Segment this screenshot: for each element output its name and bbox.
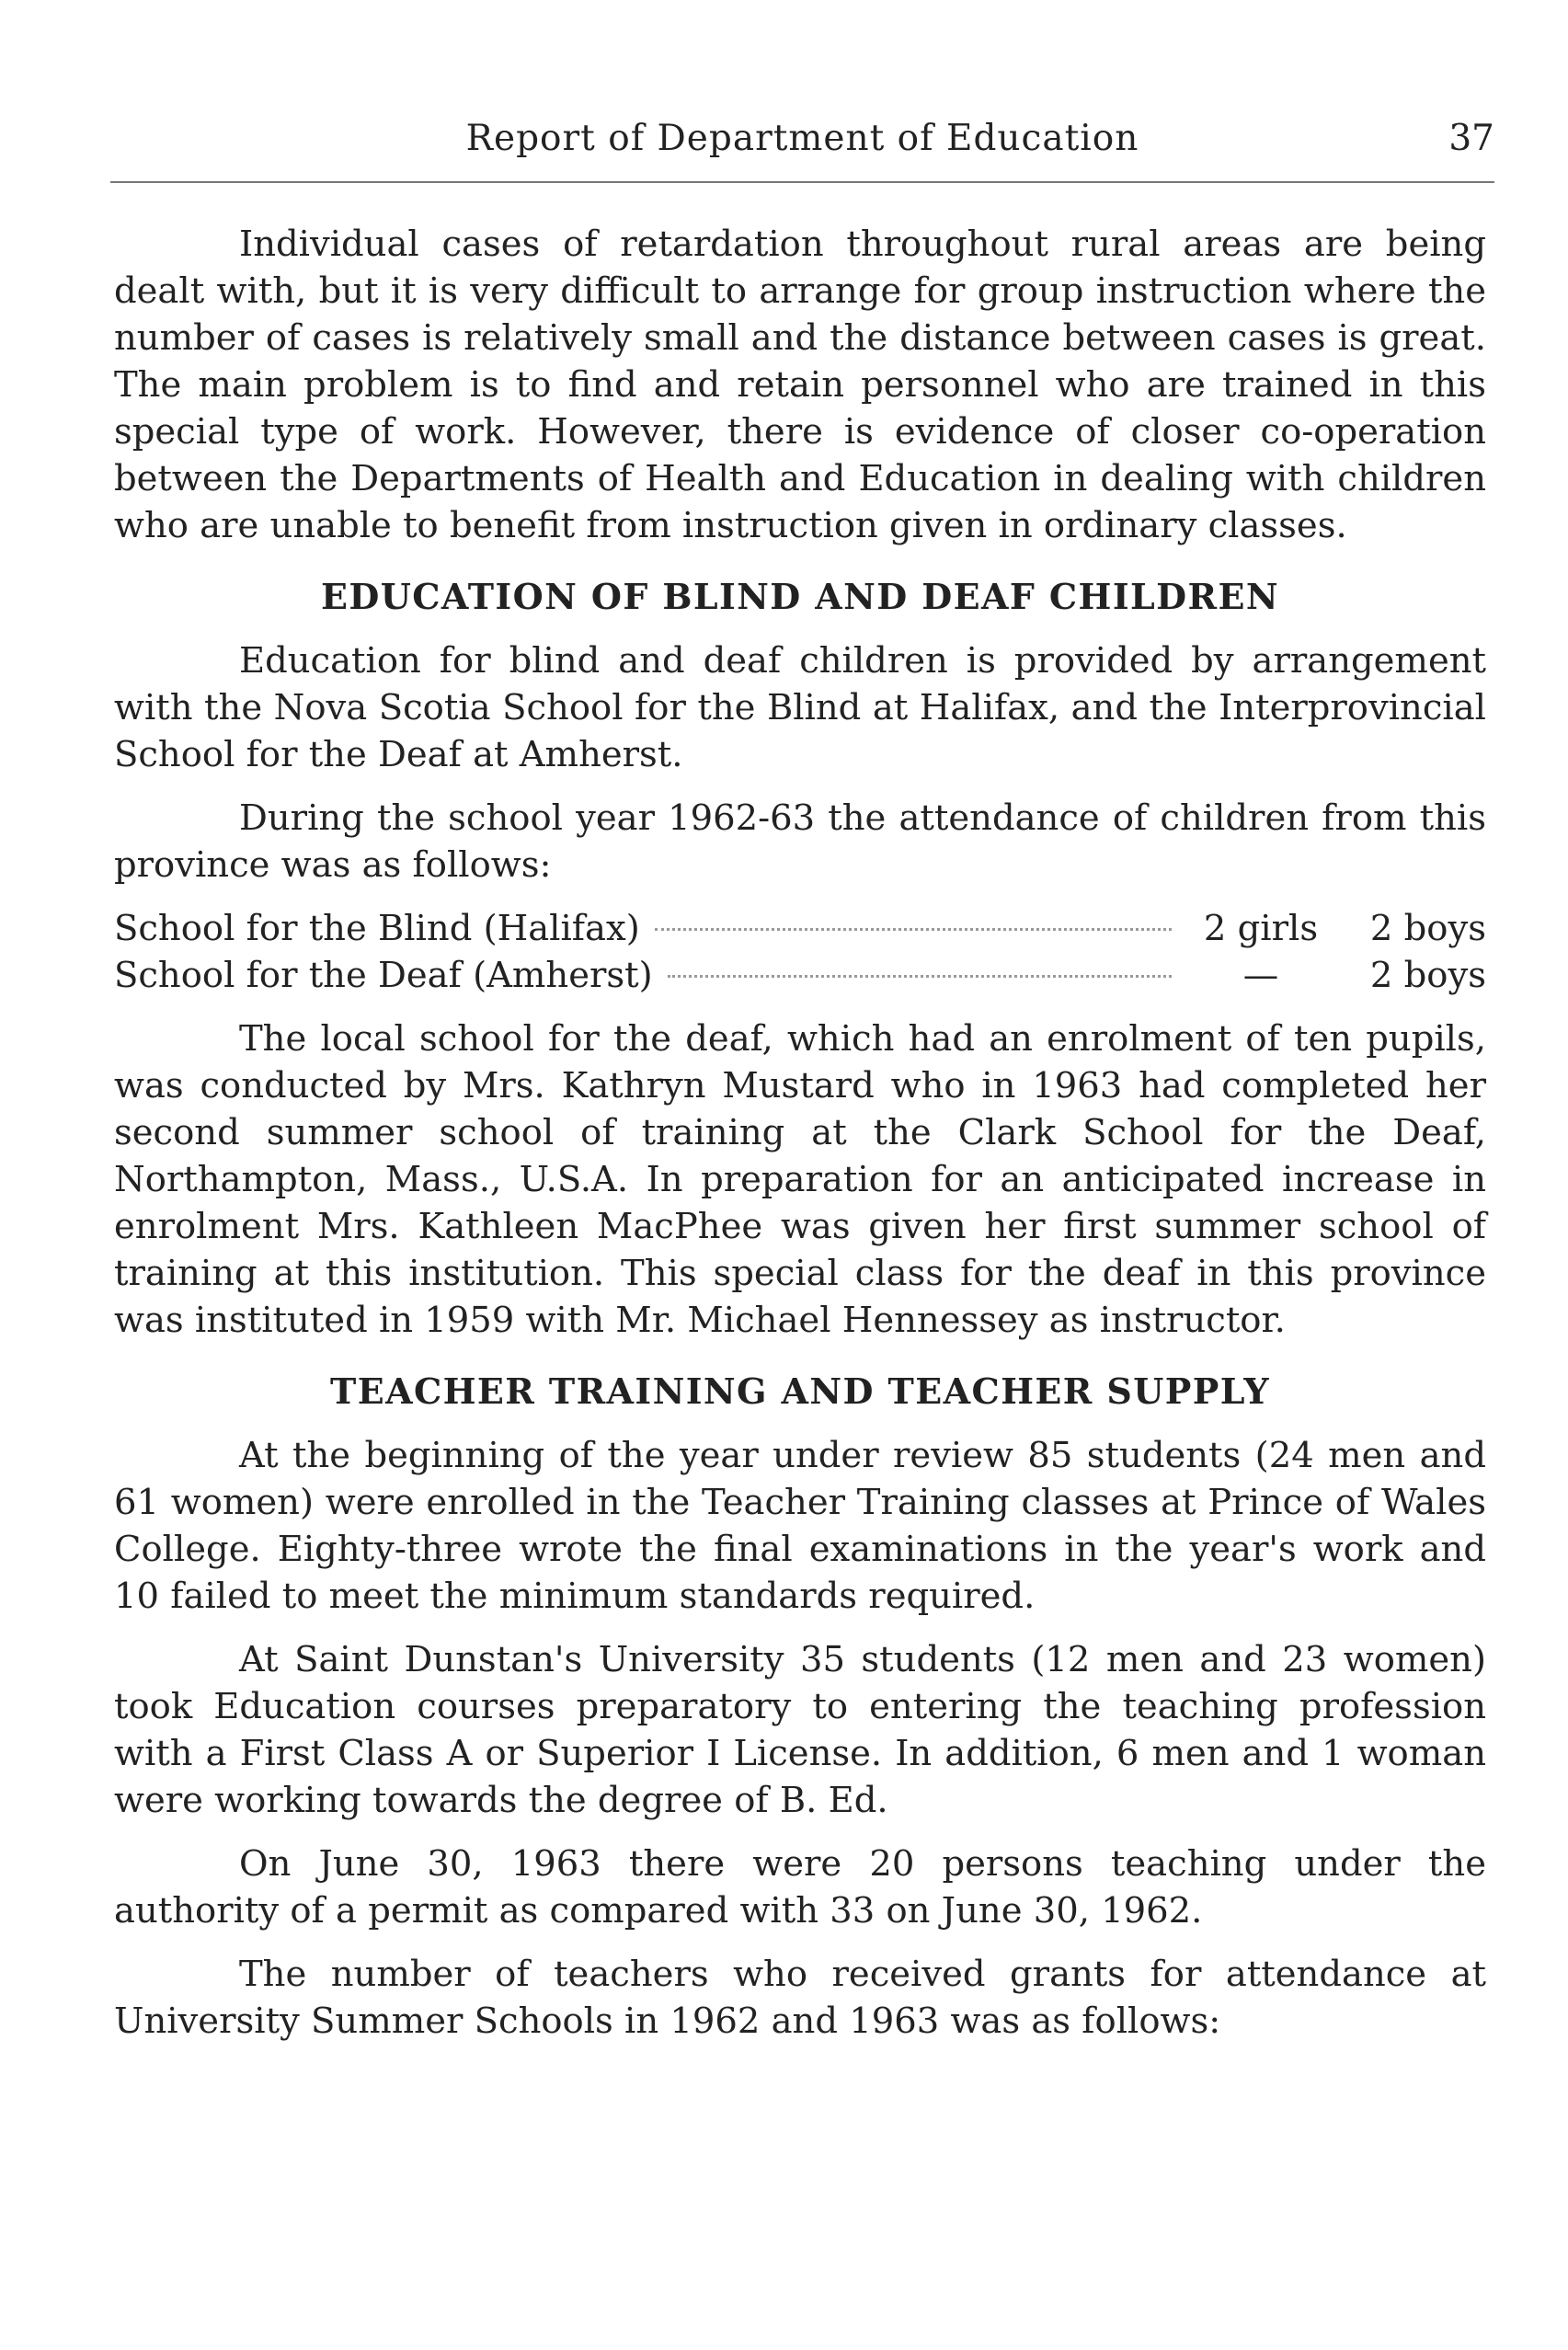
girls-count: — <box>1242 955 1279 996</box>
table-row <box>114 952 1486 999</box>
school-name: School for the Blind (Halifax) <box>114 908 640 949</box>
page-number: 37 <box>1448 118 1494 159</box>
header-rule <box>110 181 1494 183</box>
paragraph-retardation: Individual cases of retardation throughout rural areas are being dealt with, but it is very difficult to arrange for group instruction where the number of cases is relatively small and the distance between cases is great. The main problem is to find and retain personnel who are trained in this special type of work. However, there is evidence of closer co-operation between the Departments of Health and Education in dealing with children who are unable to benefit from instruction given in ordinary classes. <box>114 224 1486 546</box>
heading-teacher-training: TEACHER TRAINING AND TEACHER SUPPLY <box>330 1370 1270 1412</box>
boys-count: 2 boys <box>1369 955 1486 996</box>
table-row <box>114 905 1486 952</box>
attendance-table <box>114 905 1486 999</box>
paragraph-blind-deaf-intro: Education for blind and deaf children is provided by arrangement with the Nova Scotia School for the Blind at Halifax, and the Interprovincial School for the Deaf at Amherst. <box>114 640 1486 775</box>
page-body <box>114 221 1486 2045</box>
heading-blind-deaf: EDUCATION OF BLIND AND DEAF CHILDREN <box>321 576 1279 617</box>
paragraph-summer-schools: The number of teachers who received grants for attendance at University Summer Schools in 1962 and 1963 was as follows: <box>114 1954 1486 2042</box>
paragraph-prince-of-wales: At the beginning of the year under review 85 students (24 men and 61 women) were enrolled in the Teacher Training classes at Prince of Wales College. Eighty-three wrote the final examinations in the year's work and 10 failed to meet the minimum standards required. <box>114 1435 1486 1617</box>
paragraph-attendance-intro: During the school year 1962-63 the attendance of children from this province was as follows: <box>114 797 1486 886</box>
paragraph-saint-dunstans: At Saint Dunstan's University 35 students (12 men and 23 women) took Education courses preparatory to entering the teaching profession with a First Class A or Superior I License. In addition, 6 men and 1 woman were working towards the degree of B. Ed. <box>114 1639 1486 1821</box>
dot-leader <box>668 975 1172 978</box>
dot-leader <box>655 928 1172 931</box>
paragraph-permits: On June 30, 1963 there were 20 persons teaching under the authority of a permit as compared with 33 on June 30, 1962. <box>114 1843 1486 1932</box>
boys-count: 2 boys <box>1369 908 1486 949</box>
running-title: Report of Department of Education <box>465 118 1139 159</box>
school-name: School for the Deaf (Amherst) <box>114 955 653 996</box>
paragraph-local-deaf-school: The local school for the deaf, which had an enrolment of ten pupils, was conducted by Mrs. Kathryn Mustard who in 1963 had completed her second summer school of training at the Clark School for the Deaf, Northampton, Mass., U.S.A. In preparation for an anticipated increase in enrolment Mrs. Kathleen MacPhee was given her first summer school of training at this institution. This special class for the deaf in this province was instituted in 1959 with Mr. Michael Hennessey as instructor. <box>114 1018 1486 1341</box>
running-header <box>110 118 1494 166</box>
girls-count: 2 girls <box>1203 908 1319 949</box>
